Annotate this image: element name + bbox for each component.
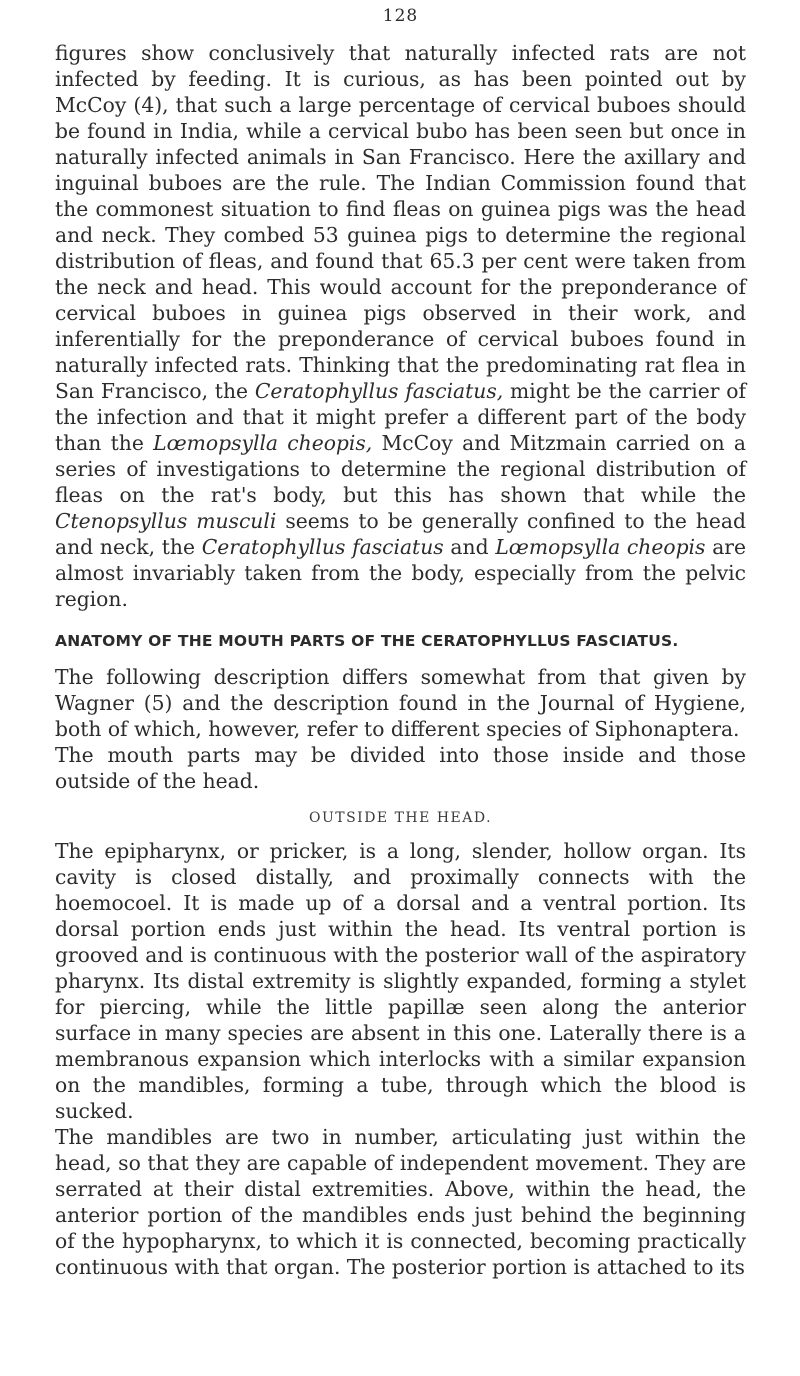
text-run: are almost invariably taken from the body, especially from the pelvic region. [55, 535, 746, 611]
section-heading: ANATOMY OF THE MOUTH PARTS OF THE CERATOPHYLLUS FASCIATUS. [55, 632, 679, 650]
text-run: McCoy and Mitzmain carried on a series of investigations to determine the regional distribution of fleas on the rat's body, but this has shown that while the [55, 431, 747, 507]
page-number: 128 [382, 6, 419, 26]
species-name: Lœmopsylla cheopis, [153, 431, 373, 455]
paragraph-mouth-parts-division: The mouth parts may be divided into those inside and those outside of the head. [55, 743, 746, 793]
paragraph-mandibles: The mandibles are two in number, articulating just within the head, so that they are capable of independent movement. They are serrated at their distal extremities. Above, within the head, the anterior portion of the mandibles ends just behind the beginning of the hypopharynx, to which it is connected, becoming practically continuous with that organ. The posterior portion is attached to its [55, 1125, 746, 1279]
species-name: Ceratophyllus fasciatus [201, 535, 444, 559]
sub-heading: OUTSIDE THE HEAD. [308, 810, 493, 826]
text-run: figures show conclusively that naturally infected rats are not infected by feeding. It is curious, as has been pointed out by McCoy (4), that such a large percentage of cervical buboes should be found in India, while a cervical bubo has been seen but once in naturally infected animals in San Francisco. Here the axillary and inguinal buboes are the rule. The Indian Commission found that the commonest situation to find fleas on guinea pigs was the head and neck. They combed 53 guinea pigs to determine the regional distribution of fleas, and found that 65.3 per cent were taken from the neck and head. This would account for the preponderance of cervical buboes in guinea pigs observed in their work, and inferentially for the preponderance of cervical buboes found in naturally infected rats. Thinking that the predominating rat flea in San Francisco, the [55, 41, 746, 403]
text-run: seems to be generally confined to the head and neck, the [55, 509, 746, 559]
species-name: Ceratophyllus fasciatus, [254, 379, 504, 403]
text-run: might be the carrier of the infection and that it might prefer a different part of the body than the [55, 379, 746, 455]
paragraph-flea-distribution [55, 40, 746, 612]
species-name: Ctenopsyllus musculi [55, 509, 277, 533]
species-name: Lœmopsylla cheopis [495, 535, 706, 559]
paragraph-description-intro: The following description differs somewhat from that given by Wagner (5) and the description found in the Journal of Hygiene, both of which, however, refer to different species of Siphonaptera. [55, 665, 746, 741]
paragraph-epipharynx: The epipharynx, or pricker, is a long, slender, hollow organ. Its cavity is closed distally, and proximally connects with the hoemocoel. It is made up of a dorsal and a ventral portion. Its dorsal portion ends just within the head. Its ventral portion is grooved and is continuous with the posterior wall of the aspiratory pharynx. Its distal extremity is slightly expanded, forming a stylet for piercing, while the little papillæ seen along the anterior surface in many species are absent in this one. Laterally there is a membranous expansion which interlocks with a similar expansion on the mandibles, forming a tube, through which the blood is sucked. [55, 839, 746, 1123]
text-run: and [443, 535, 496, 559]
